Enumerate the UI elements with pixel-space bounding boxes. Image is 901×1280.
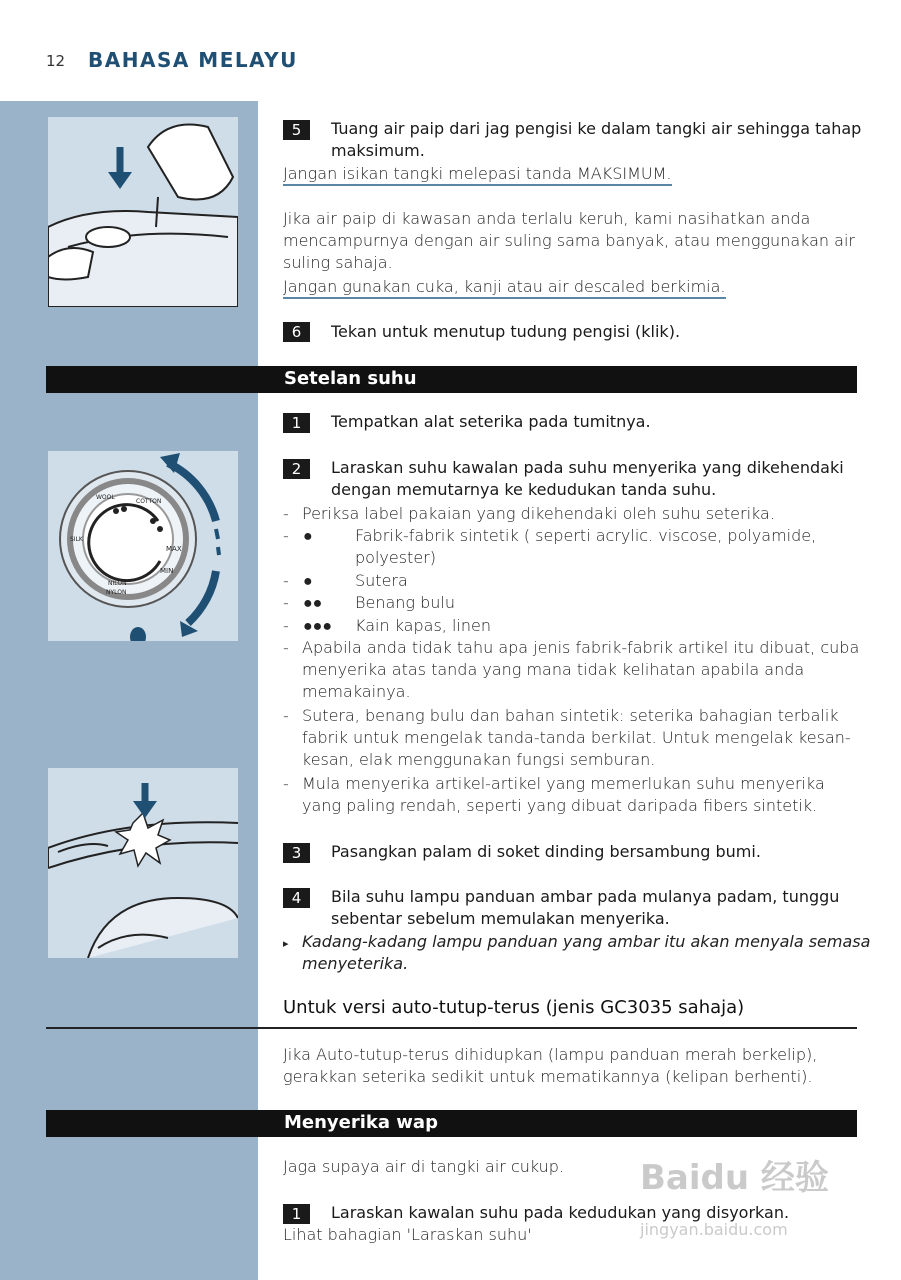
dot-symbol: ●●: [303, 593, 323, 612]
list-item: - ●● Benang bulu: [283, 593, 455, 612]
paragraph: Lihat bahagian 'Laraskan suhu': [283, 1225, 532, 1244]
step-text: Pasangkan palam di soket dinding bersambung bumi.: [331, 842, 761, 861]
step-text: [331, 457, 844, 501]
triangle-bullet-icon: ▸: [283, 937, 289, 950]
list-item: - Mula menyerika artikel-artikel yang memerlukan suhu menyerika yang paling rendah, seperti yang dibuat daripada fibers sintetik.: [283, 774, 825, 815]
list-item: - ●●● Kain kapas, linen: [283, 616, 491, 635]
list-item-text: [302, 637, 859, 703]
list-item-text: [302, 705, 851, 771]
result-note-text: [302, 931, 870, 975]
paragraph-line: mencampurnya dengan air suling sama banyak, atau menggunakan air: [283, 231, 855, 250]
result-note: [283, 931, 871, 973]
section-title: Setelan suhu: [284, 368, 417, 389]
step-number: 3: [283, 843, 310, 863]
watermark-logo: Baidu 经验: [640, 1158, 829, 1198]
step-number: 2: [283, 459, 310, 479]
list-item-text: Sutera: [355, 571, 408, 590]
list-item-line: kesan, elak menggunakan fungsi semburan.: [302, 750, 656, 769]
language-title: BAHASA MELAYU: [88, 48, 298, 72]
paragraph-line: gerakkan seterika sedikit untuk mematikannya (kelipan berhenti).: [283, 1067, 813, 1086]
step-text-line: dengan memutarnya ke kedudukan tanda suhu.: [331, 480, 717, 499]
list-item-line: menyerika atas tanda yang mana tidak kelihatan apabila anda: [302, 660, 805, 679]
step-text: Tekan untuk menutup tudung pengisi (klik).: [331, 322, 681, 341]
paragraph-line: suling sahaja.: [283, 253, 393, 272]
step-text: Tempatkan alat seterika pada tumitnya.: [331, 412, 651, 431]
paragraph: Jaga supaya air di tangki air cukup.: [283, 1157, 565, 1176]
figure-fill-water: [48, 117, 238, 307]
list-item-text: Benang bulu: [355, 593, 455, 612]
dial-nylon-label: NYLON: [106, 589, 127, 596]
step-text: [331, 118, 861, 162]
dial-wool-label: WOOL: [96, 494, 115, 501]
step-number: 4: [283, 888, 310, 908]
list-item-line: yang paling rendah, seperti yang dibuat daripada fibers sintetik.: [302, 796, 818, 815]
figure-temperature-dial: [48, 451, 238, 641]
step-text-line: Tuang air paip dari jag pengisi ke dalam tangki air sehingga tahap: [331, 119, 862, 138]
page-number: 12: [46, 52, 66, 70]
dial-silk-label: SILK: [70, 536, 83, 543]
step-text-line: sebentar sebelum memulakan menyerika.: [331, 909, 670, 928]
list-item-text: [302, 773, 825, 817]
list-item-text: [355, 525, 816, 569]
watermark-url: jingyan.baidu.com: [640, 1220, 788, 1239]
list-item-line: memakainya.: [302, 682, 411, 701]
subheading: Untuk versi auto-tutup-terus (jenis GC3035 sahaja): [283, 997, 745, 1018]
warning-note: [283, 163, 672, 185]
list-item-text: Periksa label pakaian yang dikehendaki oleh suhu seterika.: [302, 504, 775, 523]
step-text: [331, 886, 839, 930]
step-text-line: Laraskan suhu kawalan pada suhu menyerika yang dikehendaki: [331, 458, 844, 477]
dial-cotton-label: COTTON: [136, 498, 162, 505]
paragraph-line: Jika Auto-tutup-terus dihidupkan (lampu panduan merah berkelip),: [283, 1045, 818, 1064]
list-item-line: Apabila anda tidak tahu apa jenis fabrik-fabrik artikel itu dibuat, cuba: [302, 638, 860, 657]
list-item-line: Fabrik-fabrik sintetik ( seperti acrylic. viscose, polyamide,: [355, 526, 817, 545]
figure-pilot-light: [48, 768, 238, 958]
paragraph-line: Jika air paip di kawasan anda terlalu keruh, kami nasihatkan anda: [283, 209, 811, 228]
step-text-line: maksimum.: [331, 141, 425, 160]
list-item-line: polyester): [355, 548, 436, 567]
list-item: - ● Fabrik-fabrik sintetik ( seperti acrylic. viscose, polyamide, polyester): [283, 526, 817, 567]
warning-text: Jangan gunakan cuka, kanji atau air descaled berkimia.: [283, 277, 726, 299]
warning-note: [283, 276, 726, 298]
paragraph: [283, 1044, 817, 1088]
list-item-line: Mula menyerika artikel-artikel yang memerlukan suhu menyerika: [302, 774, 825, 793]
step-number: 6: [283, 322, 310, 342]
dot-symbol: ●●●: [303, 616, 332, 635]
list-item: - Periksa label pakaian yang dikehendaki oleh suhu seterika.: [283, 504, 775, 523]
list-item-text: Kain kapas, linen: [355, 616, 491, 635]
section-header: [46, 366, 857, 393]
dot-symbol: ●: [303, 571, 313, 590]
list-item: - Apabila anda tidak tahu apa jenis fabrik-fabrik artikel itu dibuat, cuba menyerika atas tanda yang mana tidak kelihatan apabila anda memakainya.: [283, 638, 860, 701]
dial-min-label: MIN: [160, 567, 174, 575]
step-text-line: Bila suhu lampu panduan ambar pada mulanya padam, tunggu: [331, 887, 840, 906]
step-number: 1: [283, 413, 310, 433]
divider: [46, 1027, 857, 1029]
paragraph: [283, 208, 855, 274]
result-note-line: Kadang-kadang lampu panduan yang ambar itu akan menyala semasa: [302, 932, 871, 951]
list-item: - ● Sutera: [283, 571, 408, 590]
step-number: 5: [283, 120, 310, 140]
list-item-line: Sutera, benang bulu dan bahan sintetik: seterika bahagian terbalik: [302, 706, 839, 725]
dial-max-label: MAX: [166, 545, 182, 553]
warning-text: Jangan isikan tangki melepasi tanda MAKSIMUM.: [283, 164, 672, 186]
section-title: Menyerika wap: [284, 1112, 438, 1133]
step-number: 1: [283, 1204, 310, 1224]
step-text: Laraskan kawalan suhu pada kedudukan yang disyorkan.: [331, 1203, 790, 1222]
list-item: - Sutera, benang bulu dan bahan sintetik: seterika bahagian terbalik fabrik untuk mengelak tanda-tanda berkilat. Untuk mengelak kesan- kesan, elak menggunakan fungsi semburan.: [283, 706, 851, 769]
dial-nilon-label: NILON: [108, 580, 127, 587]
list-item-line: fabrik untuk mengelak tanda-tanda berkilat. Untuk mengelak kesan-: [302, 728, 851, 747]
section-header: [46, 1110, 857, 1137]
result-note-line: menyeterika.: [302, 954, 409, 973]
dot-symbol: ●: [303, 526, 313, 545]
